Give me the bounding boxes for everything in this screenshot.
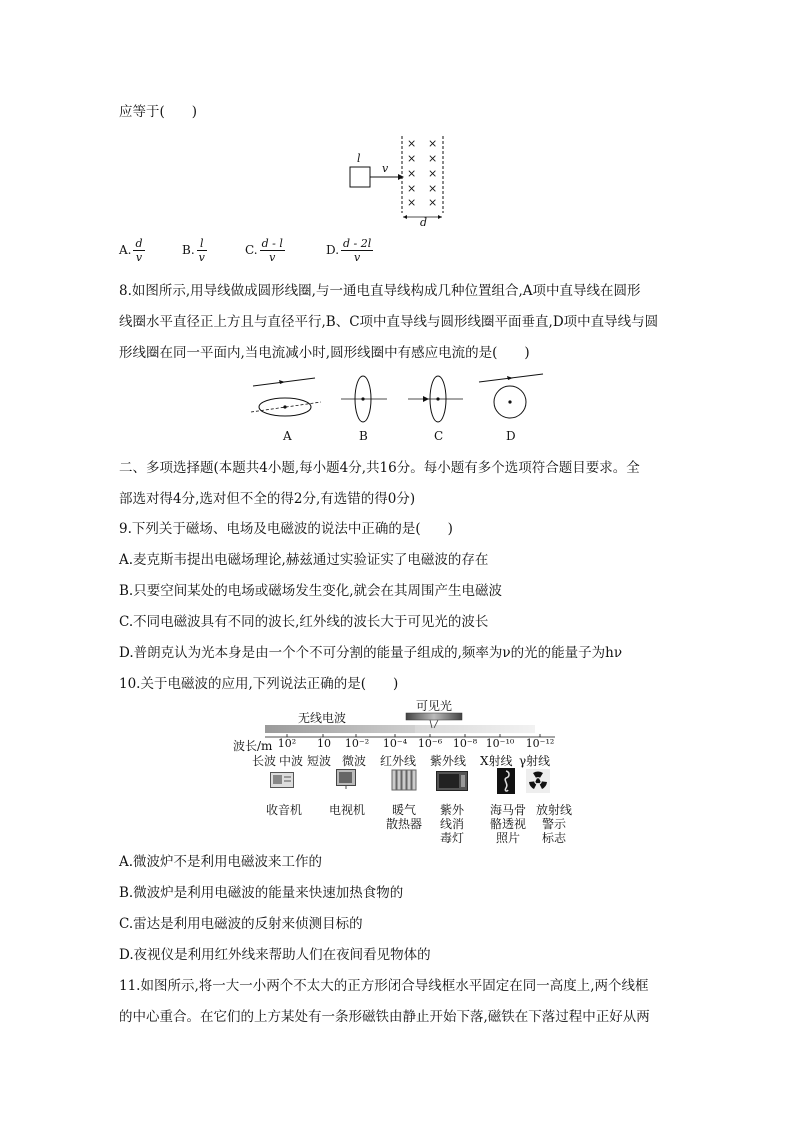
tick-1e-12: 10⁻¹²: [525, 737, 555, 750]
radio-icon: [270, 770, 294, 792]
q7-figure: [340, 133, 450, 228]
device-radio: 收音机: [265, 803, 302, 817]
coil-option-a: [251, 378, 321, 443]
q8-line-2: 线圈水平直径正上方且与直径平行,B、C项中直导线与圆形线圈平面垂直,D项中直导线与圆: [119, 314, 659, 330]
tick-1e-6: 10⁻⁶: [417, 737, 443, 750]
high-freq-band-bar: [415, 725, 535, 733]
radiation-warning-icon: [526, 769, 550, 797]
em-spectrum-figure: [230, 695, 570, 850]
q9-option-b: B.只要空间某处的电场或磁场发生变化,就会在其周围产生电磁波: [119, 583, 503, 599]
band-infrared: 红外线: [380, 754, 417, 768]
svg-text:×: ×: [428, 152, 438, 165]
q7-option-b: B. $\frac{l}{v}$: [182, 237, 205, 264]
wavelength-axis-label: 波长/m: [233, 739, 273, 753]
visible-light-bar: [406, 713, 462, 720]
q7-tail-text: 应等于( ): [119, 104, 198, 120]
q10-option-b: B.微波炉是利用电磁波的能量来快速加热食物的: [119, 885, 404, 901]
q9-option-d: D.普朗克认为光本身是由一个个不可分割的能量子组成的,频率为ν的光的能量子为hν: [119, 645, 623, 661]
q10-option-a: A.微波炉不是利用电磁波来工作的: [119, 854, 323, 870]
q9-option-a: A.麦克斯韦提出电磁场理论,赫兹通过实验证实了电磁波的存在: [119, 552, 489, 568]
q7-option-c: C. $\frac{d - l}{v}$: [245, 237, 283, 264]
seahorse-xray-icon: [497, 768, 515, 798]
svg-text:×: ×: [428, 137, 438, 150]
device-uv-lamp: 紫外 线消 毒灯: [439, 803, 464, 845]
coil-option-d: [479, 374, 543, 443]
radio-band-bar: [265, 725, 415, 733]
label-a: A: [283, 429, 292, 443]
coil-option-c: [408, 376, 463, 443]
tick-1e-10: 10⁻¹⁰: [485, 737, 515, 750]
television-icon: [336, 769, 356, 793]
tick-10: 10: [317, 737, 331, 750]
section2-line-2: 部选对得4分,选对但不全的得2分,有选错的得0分): [119, 491, 416, 507]
q8-figure: [245, 372, 545, 447]
q7-option-d: D. $\frac{d - 2l}{v}$: [326, 237, 372, 264]
device-radiator: 暖气 散热器: [385, 803, 422, 831]
tick-1e-4: 10⁻⁴: [382, 737, 408, 750]
device-tv: 电视机: [328, 803, 365, 817]
label-d: D: [506, 429, 516, 443]
svg-text:×: ×: [428, 167, 438, 180]
svg-text:×: ×: [407, 182, 417, 195]
band-microwave: 微波: [342, 754, 367, 768]
q10-option-c: C.雷达是利用电磁波的反射来侦测目标的: [119, 916, 363, 932]
label-l: l: [357, 152, 361, 165]
tick-1e-8: 10⁻⁸: [452, 737, 478, 750]
tick-1e2: 10²: [277, 737, 297, 750]
section2-line-1: 二、多项选择题(本题共4小题,每小题4分,共16分。每小题有多个选项符合题目要求。全: [119, 460, 640, 476]
band-medium-wave: 中波: [279, 754, 304, 768]
label-b: B: [359, 429, 368, 443]
tick-1e-2: 10⁻²: [344, 737, 370, 750]
band-x-ray: X射线: [480, 754, 513, 768]
svg-text:×: ×: [407, 137, 417, 150]
square-coil: [350, 167, 370, 187]
svg-text:×: ×: [407, 196, 417, 209]
radiator-icon: [391, 768, 417, 796]
svg-text:×: ×: [428, 196, 438, 209]
q7-option-a: A. $\frac{d}{v}$: [119, 237, 143, 264]
q9-option-c: C.不同电磁波具有不同的波长,红外线的波长大于可见光的波长: [119, 614, 489, 630]
svg-text:×: ×: [428, 182, 438, 195]
radio-wave-label: 无线电波: [297, 711, 346, 725]
band-short-wave: 短波: [307, 754, 332, 768]
magnetic-field-crosses: [407, 137, 437, 209]
coil-option-b: [341, 376, 387, 443]
q10-option-d: D.夜视仪是利用红外线来帮助人们在夜间看见物体的: [119, 947, 431, 963]
device-radiation-sign: 放射线 警示 标志: [535, 803, 572, 845]
band-ultraviolet: 紫外线: [430, 754, 467, 768]
q11-line-2: 的中心重合。在它们的上方某处有一条形磁铁由静止开始下落,磁铁在下落过程中正好从两: [119, 1009, 650, 1025]
uv-lamp-cabinet-icon: [436, 771, 468, 795]
label-d: d: [420, 216, 428, 228]
visible-light-label: 可见光: [415, 699, 452, 713]
q9-stem: 9.下列关于磁场、电场及电磁波的说法中正确的是( ): [119, 521, 453, 537]
band-gamma-ray: γ射线: [519, 754, 551, 768]
label-c: C: [434, 429, 444, 443]
svg-text:×: ×: [407, 167, 417, 180]
label-v: v: [382, 162, 389, 175]
device-xray-photo: 海马骨 骼透视 照片: [489, 803, 526, 845]
q10-stem: 10.关于电磁波的应用,下列说法正确的是( ): [119, 676, 399, 692]
q8-line-1: 8.如图所示,用导线做成圆形线圈,与一通电直导线构成几种位置组合,A项中直导线在圆形: [119, 283, 641, 299]
svg-text:×: ×: [407, 152, 417, 165]
q11-line-1: 11.如图所示,将一大一小两个不太大的正方形闭合导线框水平固定在同一高度上,两个线框: [119, 978, 649, 994]
band-long-wave: 长波: [252, 754, 277, 768]
q8-line-3: 形线圈在同一平面内,当电流减小时,圆形线圈中有感应电流的是( ): [119, 345, 530, 361]
